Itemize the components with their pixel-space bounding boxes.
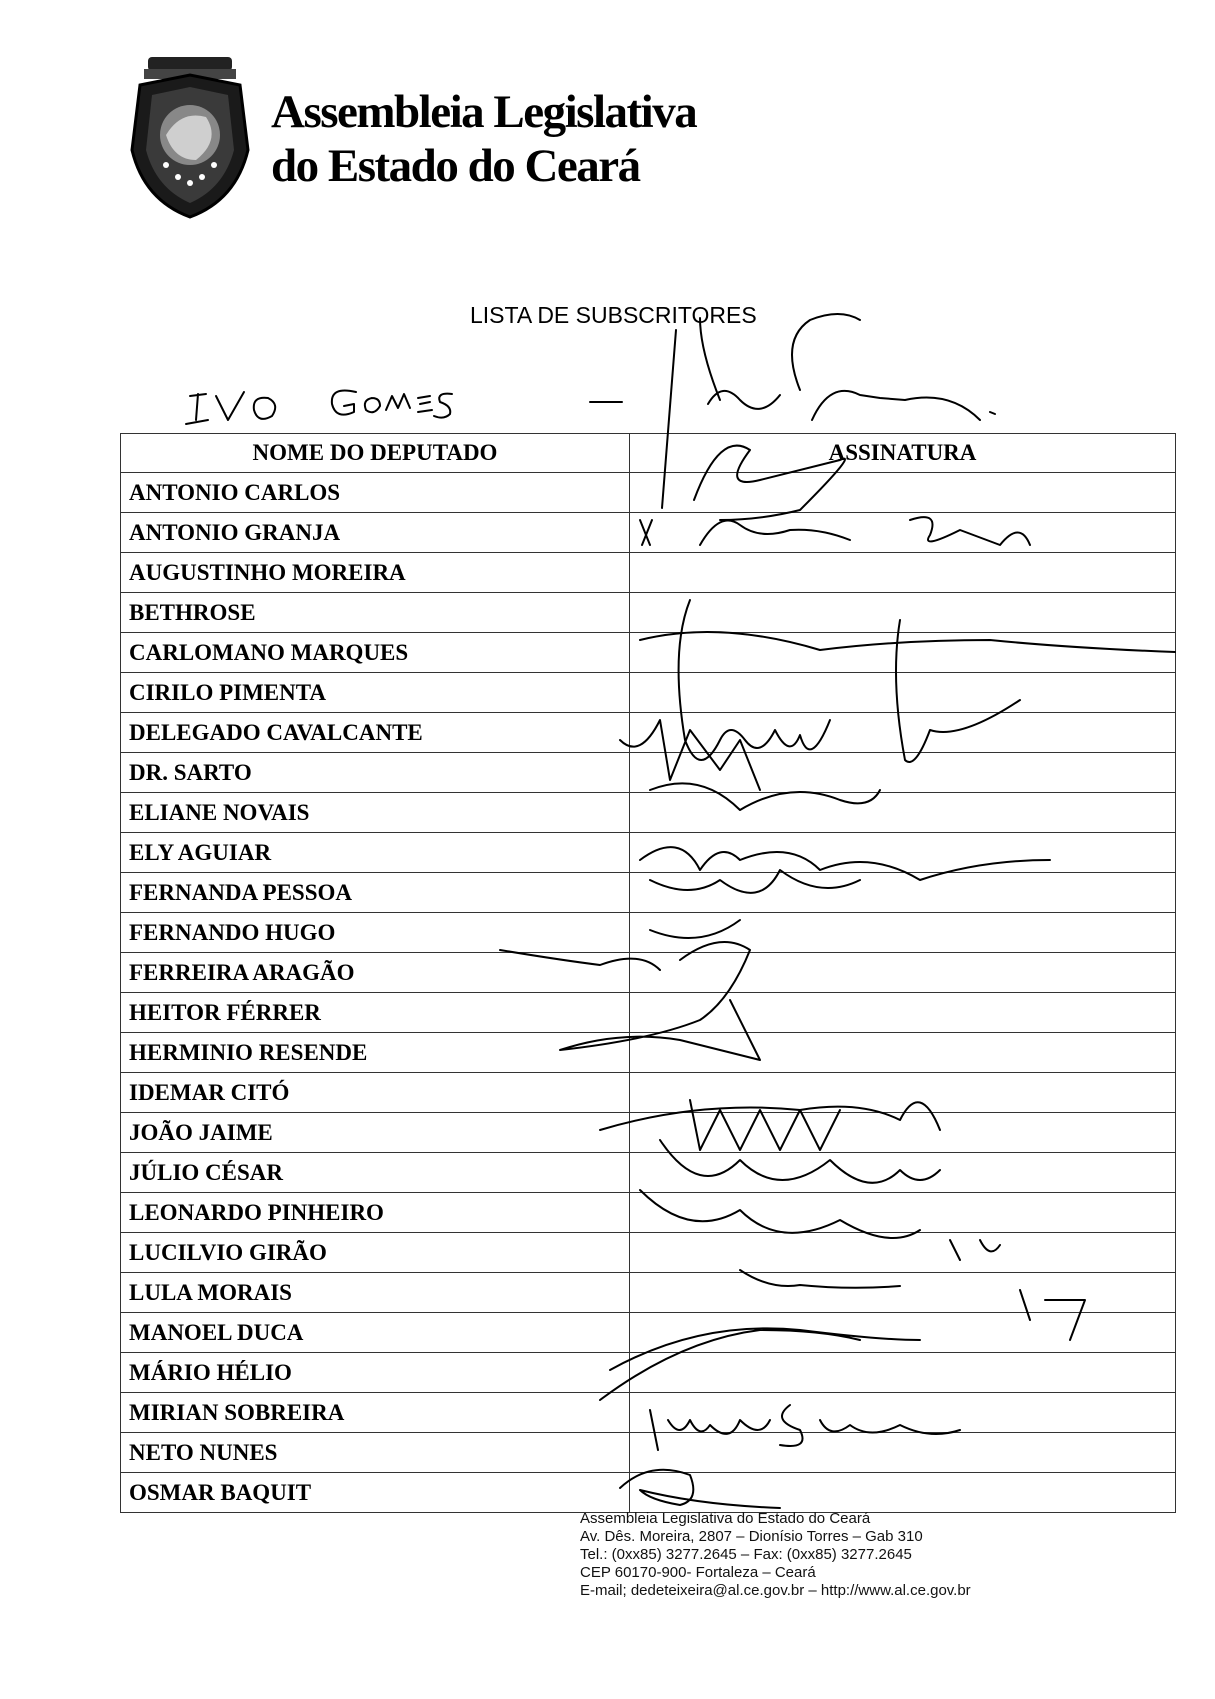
table-row <box>121 1353 1176 1393</box>
deputy-name: JOÃO JAIME <box>121 1113 630 1153</box>
deputy-name: FERNANDO HUGO <box>121 913 630 953</box>
deputy-name: MÁRIO HÉLIO <box>121 1353 630 1393</box>
handwritten-ivo-gomes-note <box>186 391 452 425</box>
deputy-name: AUGUSTINHO MOREIRA <box>121 553 630 593</box>
table-row <box>121 1313 1176 1353</box>
signature-cell <box>630 993 1176 1033</box>
table-row <box>121 1073 1176 1113</box>
institution-name <box>271 85 696 193</box>
signature-cell <box>630 1353 1176 1393</box>
signature-cell <box>630 1273 1176 1313</box>
table-row <box>121 593 1176 633</box>
signature-cell <box>630 593 1176 633</box>
signature-cell <box>630 1113 1176 1153</box>
table-row <box>121 833 1176 873</box>
signature-cell <box>630 1153 1176 1193</box>
table-row <box>121 913 1176 953</box>
deputy-name: ANTONIO CARLOS <box>121 473 630 513</box>
deputy-name: HEITOR FÉRRER <box>121 993 630 1033</box>
deputy-name: ANTONIO GRANJA <box>121 513 630 553</box>
deputy-name: OSMAR BAQUIT <box>121 1473 630 1513</box>
deputy-name: CARLOMANO MARQUES <box>121 633 630 673</box>
deputy-name: CIRILO PIMENTA <box>121 673 630 713</box>
table-row <box>121 1113 1176 1153</box>
deputy-name: FERREIRA ARAGÃO <box>121 953 630 993</box>
deputy-name: ELY AGUIAR <box>121 833 630 873</box>
signature-cell <box>630 1433 1176 1473</box>
table-row <box>121 1433 1176 1473</box>
letterhead <box>126 55 766 220</box>
table-row <box>121 1153 1176 1193</box>
table-row <box>121 753 1176 793</box>
deputy-name: BETHROSE <box>121 593 630 633</box>
table-row <box>121 1193 1176 1233</box>
signature-cell <box>630 553 1176 593</box>
footer-line: Assembleia Legislativa do Estado do Ceará <box>580 1510 871 1527</box>
deputy-name: DELEGADO CAVALCANTE <box>121 713 630 753</box>
table-row <box>121 993 1176 1033</box>
table-row <box>121 1473 1176 1513</box>
signature-cell <box>630 833 1176 873</box>
signature-cell <box>630 713 1176 753</box>
table-row <box>121 633 1176 673</box>
table-row <box>121 953 1176 993</box>
signature-cell <box>630 1073 1176 1113</box>
document-title: LISTA DE SUBSCRITORES <box>470 302 757 328</box>
signature-cell <box>630 473 1176 513</box>
deputy-name: LEONARDO PINHEIRO <box>121 1193 630 1233</box>
deputy-name: ELIANE NOVAIS <box>121 793 630 833</box>
institution-line-1: Assembleia Legislativa <box>271 86 697 138</box>
signature-cell <box>630 513 1176 553</box>
signature-cell <box>630 873 1176 913</box>
signature-cell <box>630 1473 1176 1513</box>
deputy-name: JÚLIO CÉSAR <box>121 1153 630 1193</box>
signature-cell <box>630 913 1176 953</box>
deputy-name: HERMINIO RESENDE <box>121 1033 630 1073</box>
signature-cell <box>630 953 1176 993</box>
signature-cell <box>630 1313 1176 1353</box>
footer-line: Av. Dês. Moreira, 2807 – Dionísio Torres – Gab 310 <box>580 1528 923 1545</box>
signature-cell <box>630 673 1176 713</box>
subscribers-table <box>120 433 1175 1513</box>
table-header-row <box>121 434 1176 473</box>
table-row <box>121 793 1176 833</box>
deputy-name: FERNANDA PESSOA <box>121 873 630 913</box>
table-row <box>121 1233 1176 1273</box>
deputy-name: LULA MORAIS <box>121 1273 630 1313</box>
deputy-name: LUCILVIO GIRÃO <box>121 1233 630 1273</box>
signature-cell <box>630 1033 1176 1073</box>
footer-line: CEP 60170-900- Fortaleza – Ceará <box>580 1564 816 1581</box>
table-row <box>121 873 1176 913</box>
deputy-name: NETO NUNES <box>121 1433 630 1473</box>
signature-cell <box>630 1193 1176 1233</box>
deputy-name: MANOEL DUCA <box>121 1313 630 1353</box>
footer-address <box>580 1510 971 1600</box>
signature-cell <box>630 753 1176 793</box>
signature-cell <box>630 793 1176 833</box>
column-header-signature: ASSINATURA <box>630 434 1176 473</box>
signature-cell <box>630 1233 1176 1273</box>
table-row <box>121 513 1176 553</box>
deputy-name: IDEMAR CITÓ <box>121 1073 630 1113</box>
table-row <box>121 1033 1176 1073</box>
column-header-name: NOME DO DEPUTADO <box>121 434 630 473</box>
footer-line: Tel.: (0xx85) 3277.2645 – Fax: (0xx85) 3277.2645 <box>580 1546 912 1563</box>
deputy-name: DR. SARTO <box>121 753 630 793</box>
table-row <box>121 673 1176 713</box>
signature-cell <box>630 633 1176 673</box>
table-row <box>121 473 1176 513</box>
table-row <box>121 1393 1176 1433</box>
table-row <box>121 1273 1176 1313</box>
table-row <box>121 553 1176 593</box>
ceara-state-crest-icon <box>126 55 254 220</box>
deputy-name: MIRIAN SOBREIRA <box>121 1393 630 1433</box>
institution-line-2: do Estado do Ceará <box>271 140 640 192</box>
table-row <box>121 713 1176 753</box>
signature-cell <box>630 1393 1176 1433</box>
footer-line: E-mail; dedeteixeira@al.ce.gov.br – http://www.al.ce.gov.br <box>580 1582 971 1599</box>
